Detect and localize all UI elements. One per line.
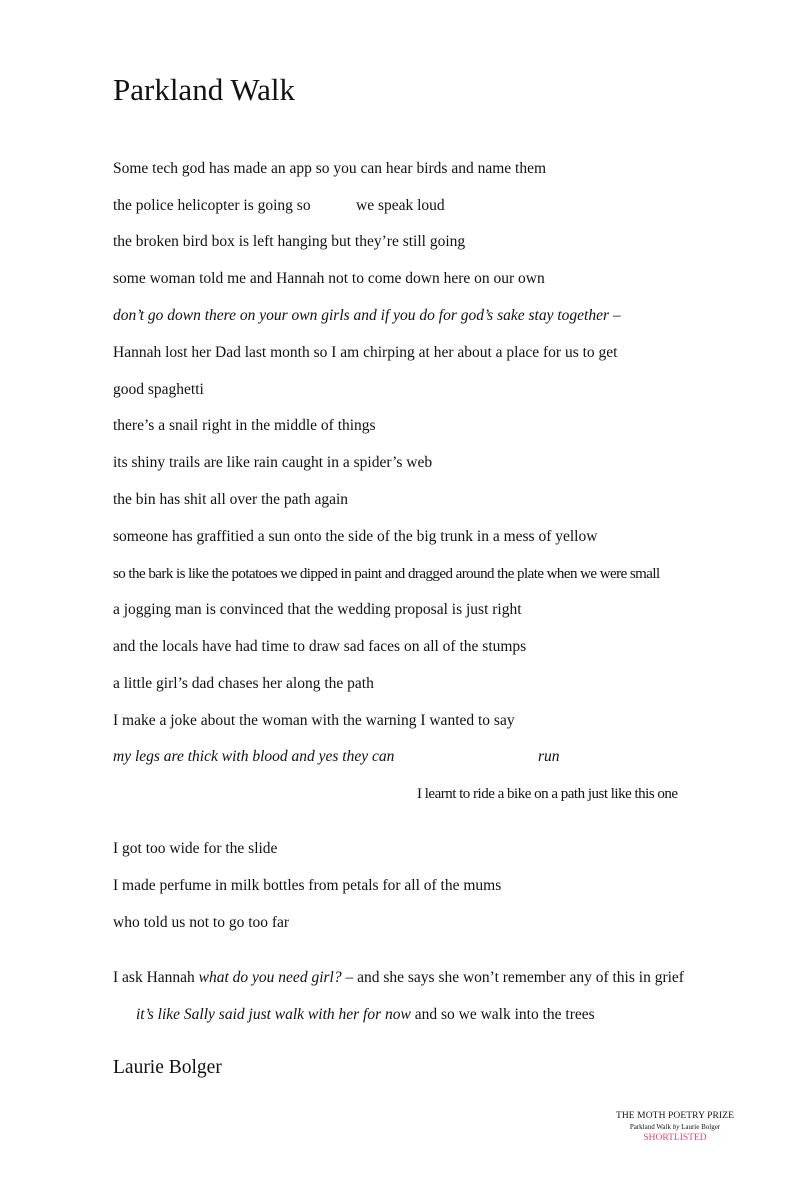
credit-title: Parkland Walk [629, 1123, 673, 1131]
poem-line-13: a jogging man is convinced that the wedding proposal is just right [113, 601, 522, 618]
shortlisted-badge: SHORTLISTED [643, 1133, 707, 1143]
credit-by: by [672, 1123, 680, 1131]
poem-line-22-part-1: I ask Hannah [113, 969, 199, 986]
poem-line-16: I make a joke about the woman with the warning I wanted to say [113, 712, 515, 729]
prize-name: THE MOTH POETRY PRIZE [615, 1111, 735, 1121]
poem-line-4: some woman told me and Hannah not to come down here on our own [113, 270, 545, 287]
poem-line-10: the bin has shit all over the path again [113, 491, 349, 508]
poem-line-1: Some tech god has made an app so you can hear birds and name them [113, 160, 547, 177]
poem-line-2-part-1: the police helicopter is going so [113, 197, 311, 214]
poem-line-17-part-2: run [538, 748, 560, 765]
poem-line-23 [136, 1005, 595, 1025]
poem-line-11: someone has graffitied a sun onto the side of the big trunk in a mess of yellow [113, 528, 598, 545]
poem-line-22-part-3: – and she says she won’t remember any of this in grief [341, 969, 684, 986]
prize-footer [600, 1111, 750, 1144]
poem-line-23-part-1: it’s like Sally said just walk with her for now [136, 1006, 411, 1023]
poem-line-15: a little girl’s dad chases her along the path [113, 675, 374, 692]
poem-line-22 [113, 968, 684, 988]
poem-author: Laurie Bolger [113, 1057, 222, 1078]
poem-line-20: I made perfume in milk bottles from petals for all of the mums [113, 877, 502, 894]
prize-credit [600, 1122, 750, 1133]
credit-name: Laurie Bolger [679, 1123, 721, 1131]
poem-line-3: the broken bird box is left hanging but they’re still going [113, 233, 466, 250]
poem-line-5: don’t go down there on your own girls and if you do for god’s sake stay together – [113, 307, 621, 324]
poem-title: Parkland Walk [113, 72, 296, 107]
poem-line-18: I learnt to ride a bike on a path just like this one [417, 786, 678, 802]
poem-line-2 [113, 196, 311, 216]
poem-line-19: I got too wide for the slide [113, 840, 278, 857]
poem-line-12: so the bark is like the potatoes we dipped in paint and dragged around the plate when we were small [113, 566, 660, 582]
poem-line-17-part-1: my legs are thick with blood and yes they can [113, 748, 395, 765]
poem-line-7: good spaghetti [113, 381, 204, 398]
poem-line-2-part-2: we speak loud [356, 197, 445, 214]
poem-line-23-part-2: and so we walk into the trees [410, 1006, 595, 1023]
poem-line-14: and the locals have had time to draw sad faces on all of the stumps [113, 638, 527, 655]
poem-line-6: Hannah lost her Dad last month so I am chirping at her about a place for us to get [113, 344, 618, 361]
poem-line-22-part-2: what do you need girl? [198, 969, 342, 986]
poem-line-9: its shiny trails are like rain caught in a spider’s web [113, 454, 433, 471]
poem-line-8: there’s a snail right in the middle of things [113, 417, 376, 434]
poem-line-21: who told us not to go too far [113, 914, 290, 931]
